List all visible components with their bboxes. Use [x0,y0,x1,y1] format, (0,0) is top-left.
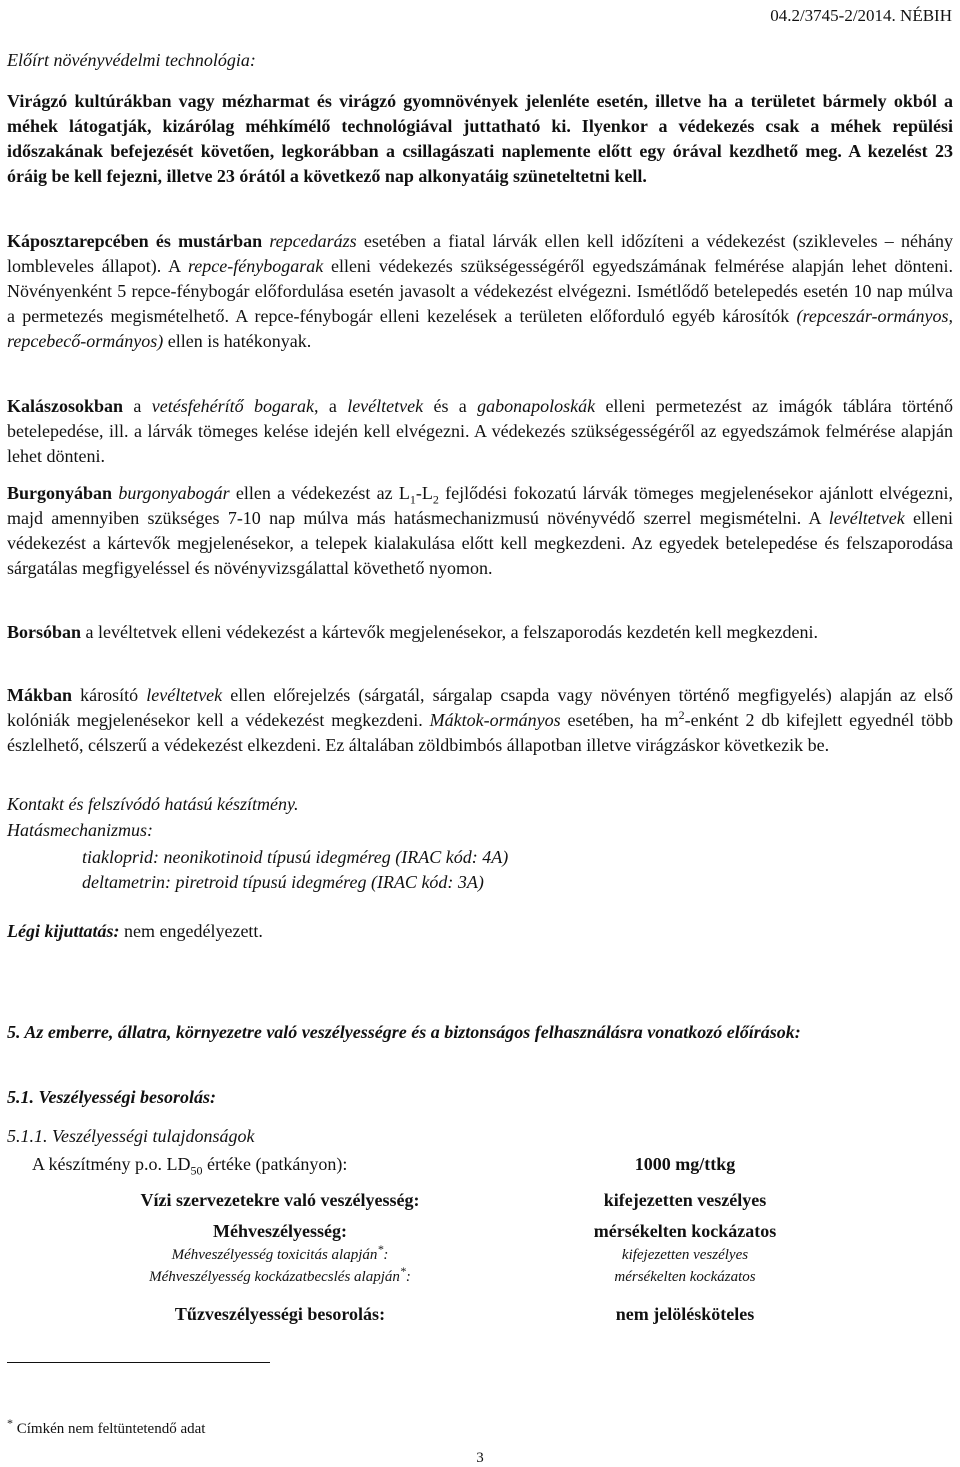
bee-value: mérsékelten kockázatos [593,1221,777,1241]
aerial-application [7,919,953,944]
text-span: Méhveszélyesség toxicitás alapján [171,1247,378,1263]
subscript: 2 [432,492,439,507]
bee-label: Méhveszélyesség: [213,1221,347,1241]
ld50-value: 1000 mg/ttkg [634,1154,736,1174]
bee-tox-value: kifejezetten veszélyes [621,1247,749,1263]
fire-value: nem jelölésköteles [615,1304,755,1324]
section-title: Előírt növényvédelmi technológia: [7,50,256,70]
crop-name: Burgonyában [7,483,113,503]
text-span: -L [415,483,433,503]
pest-name: repcedarázs [269,231,357,251]
paragraph-poppy [7,683,953,758]
mechanism-item: tiakloprid: neonikotinoid típusú idegméreg (IRAC kód: 4A) [82,847,509,867]
mechanism-item: deltametrin: piretroid típusú idegméreg (IRAC kód: 3A) [82,872,484,892]
section-5-1-1-title: 5.1.1. Veszélyességi tulajdonságok [7,1126,255,1146]
bee-protection-text: Virágzó kultúrákban vagy mézharmat és virágzó gyomnövények jelenléte esetén, illetve ha a területet bármely okból a méhek látogatják, kizárólag méhkímélő technológiával juttatható ki. Ilyenkor a védekezés csak a méhek repülési időszakának befejezését követően, legkorábban a csillagászati naplemente előtt egy órával kezdhető meg. [7,91,953,161]
footnote-mark: * [7,1416,13,1430]
text-span: ellen is hatékonyak. [163,331,312,351]
text-span: fejlődési fokozatú lárvák tömeges megjelenésekor ajánlott elvégezni, majd amennyiben szükséges 7-10 nap múlva más hatásmechanizmusú növényvédő szerrel megismételni. A [7,483,953,528]
pest-name: (repceszár-ormányos, repcebecő-ormányos) [7,306,953,351]
footnote-mark: * [399,1264,406,1278]
aquatic-label: Vízi szervezetekre való veszélyesség: [140,1190,420,1210]
text-span: elleni védekezés szükségességéről egyedszámának felmérése alapján lehet dönteni. Növényenként 5 repce-fénybogár előfordulása esetén javasolt a védekezést elvégezni. Ismétlődő betelepedés esetén 10 nap múlva a permetezés megismételhető. A repce-fénybogár elleni kezelések a területen előforduló egyéb károsítók [7,256,954,326]
mechanism-label: Hatásmechanizmus: [7,820,153,840]
text-span: elleni védekezést a kártevők megjelenésekor, a telepek kialakulása előtt kell megkezdeni. Az egyedek betelepedése és felszaporodása sárgatálas megfigyeléssel és növényvizsgálattal követhető nyomon. [7,508,954,578]
bee-risk-label [60,1264,500,1286]
text-span: , a [314,396,348,416]
subscript: 50 [190,1163,203,1178]
text-span: károsító [72,685,147,705]
text-span: : [405,1269,411,1285]
fire-label: Tűzveszélyességi besorolás: [174,1304,386,1324]
text-span: -enként 2 db kifejlett egyednél több észlelhető, célszerű a védekezést elkezdeni. Ez általában zöldbimbós állapotban illetve virágzáskor következik be. [7,710,953,755]
section-5-1-title: 5.1. Veszélyességi besorolás: [7,1087,216,1107]
paragraph-rapeseed [7,229,953,354]
page-number: 3 [476,1450,484,1466]
bee-protection-time-text: A kezelést 23 óráig be kell fejezni, illetve 23 órától a következő nap alkonyatáig szüneteltetni kell. [7,141,953,186]
footnote-text: Címkén nem feltüntetendő adat [13,1421,206,1437]
document-reference: 04.2/3745-2/2014. NÉBIH [770,6,952,25]
contact-note: Kontakt és felszívódó hatású készítmény. [7,794,299,814]
pest-name: levéltetvek [347,396,424,416]
text-span: és a [423,396,478,416]
text-span: értéke (patkányon): [202,1154,348,1174]
paragraph-pea [7,620,953,645]
pest-name: burgonyabogár [118,483,230,503]
ld50-label [32,1154,412,1178]
text-span: esetében, ha m [560,710,679,730]
footnote-mark: * [377,1242,384,1256]
pest-name: gabonapoloskák [477,396,596,416]
footnote-divider [7,1362,270,1363]
text-span: A készítmény p.o. LD [32,1154,191,1174]
pest-name: repce-fénybogarak [187,256,324,276]
footnote [7,1416,206,1438]
superscript: 2 [678,708,685,722]
section-5-title: 5. Az emberre, állatra, környezetre való veszélyességre és a biztonságos felhasználásra vonatkozó előírások: [7,1022,801,1042]
aquatic-value: kifejezetten veszélyes [603,1190,767,1210]
bee-risk-value: mérsékelten kockázatos [614,1269,756,1285]
text-span: elleni permetezést az imágók táblára történő betelepedése, ill. a lárvák tömeges kelése idején kell elvégezni. A védekezés szükségességéről az egyedszámok felmérése alapján lehet dönteni. [7,396,953,466]
aerial-value: nem engedélyezett. [119,921,263,941]
pest-name: levéltetvek [828,508,905,528]
text-span: esetében a fiatal lárvák ellen kell időzíteni a védekezést (szikleveles – néhány lombleveles állapot). A [7,231,953,276]
paragraph-bee-protection [7,89,953,189]
paragraph-cereals [7,394,953,469]
crop-name: Mákban [7,685,73,705]
pest-name: levéltetvek [146,685,223,705]
text-span: : [383,1247,389,1263]
text-span: a levéltetvek elleni védekezést a kártevők megjelenésekor, a felszaporodás kezdetén kell megkezdeni. [81,622,818,642]
pest-name: vetésfehérítő bogarak [151,396,315,416]
subscript: 1 [409,492,416,507]
bee-tox-label [60,1242,500,1264]
aerial-label: Légi kijuttatás: [7,921,120,941]
crop-name: Kalászosokban [7,396,124,416]
text-span: Méhveszélyesség kockázatbecslés alapján [149,1269,400,1285]
text-span: ellen előrejelzés (sárgatál, sárgalap csapda vagy növényen történő megfigyelés) alapján az első kolóniák megjelenésekor kell a védekezést megkezdeni. [7,685,953,730]
text-span: a [123,396,152,416]
crop-name: Borsóban [7,622,82,642]
text-span: ellen a védekezést az L [229,483,410,503]
pest-name: Máktok-ormányos [429,710,561,730]
paragraph-potato [7,481,953,581]
crop-name: Káposztarepcében és mustárban [7,231,263,251]
